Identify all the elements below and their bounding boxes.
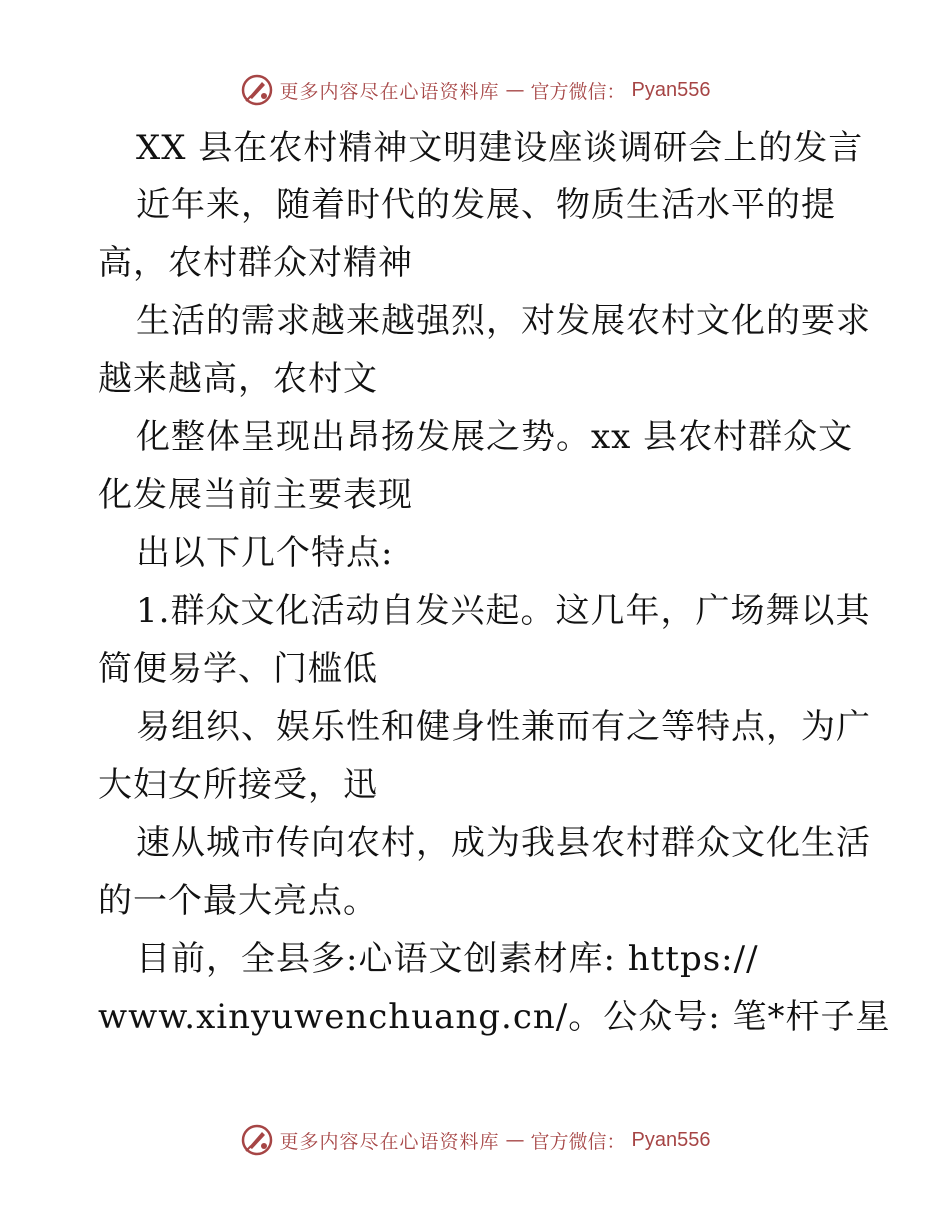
footer-watermark — [0, 1120, 950, 1160]
paragraph-line: 简便易学、门槛低 — [98, 649, 378, 689]
paragraph-line: 化发展当前主要表现 — [98, 475, 413, 515]
watermark-wechat-id: Pyan556 — [631, 1128, 711, 1151]
paragraph-line: www.xinyuwenchuang.cn/。公众号: 笔*杆子星 — [98, 997, 891, 1037]
watermark-wechat-label: 官方微信： — [530, 1130, 626, 1153]
header-watermark — [0, 70, 950, 110]
paragraph-line: 易组织、娱乐性和健身性兼而有之等特点，为广 — [136, 707, 871, 747]
quill-seal-icon — [240, 73, 274, 107]
paragraph-line: 1.群众文化活动自发兴起。这几年，广场舞以其 — [136, 591, 871, 631]
watermark-site-text: 更多内容尽在心语资料库 — [279, 1130, 500, 1153]
paragraph-line: 越来越高，农村文 — [98, 359, 378, 399]
paragraph-line: 化整体呈现出昂扬发展之势。xx 县农村群众文 — [136, 417, 854, 457]
paragraph-line: 近年来，随着时代的发展、物质生活水平的提 — [136, 185, 836, 225]
watermark-dash: — — [505, 79, 525, 101]
paragraph-line: 速从城市传向农村，成为我县农村群众文化生活 — [136, 823, 871, 863]
paragraph-line: 出以下几个特点: — [136, 533, 394, 573]
paragraph-line: 高，农村群众对精神 — [98, 243, 413, 283]
watermark-wechat-label: 官方微信： — [530, 80, 626, 103]
paragraph-line: 大妇女所接受，迅 — [98, 765, 378, 805]
watermark-dash: — — [505, 1129, 525, 1151]
quill-seal-icon — [240, 1123, 274, 1157]
paragraph-line: 目前，全县多:心语文创素材库: https:// — [136, 939, 759, 979]
watermark-site-text: 更多内容尽在心语资料库 — [279, 80, 500, 103]
paragraph-line: 的一个最大亮点。 — [98, 881, 378, 921]
paragraph-line: 生活的需求越来越强烈，对发展农村文化的要求 — [136, 301, 871, 341]
document-title: XX 县在农村精神文明建设座谈调研会上的发言 — [136, 128, 864, 168]
watermark-wechat-id: Pyan556 — [631, 78, 711, 101]
